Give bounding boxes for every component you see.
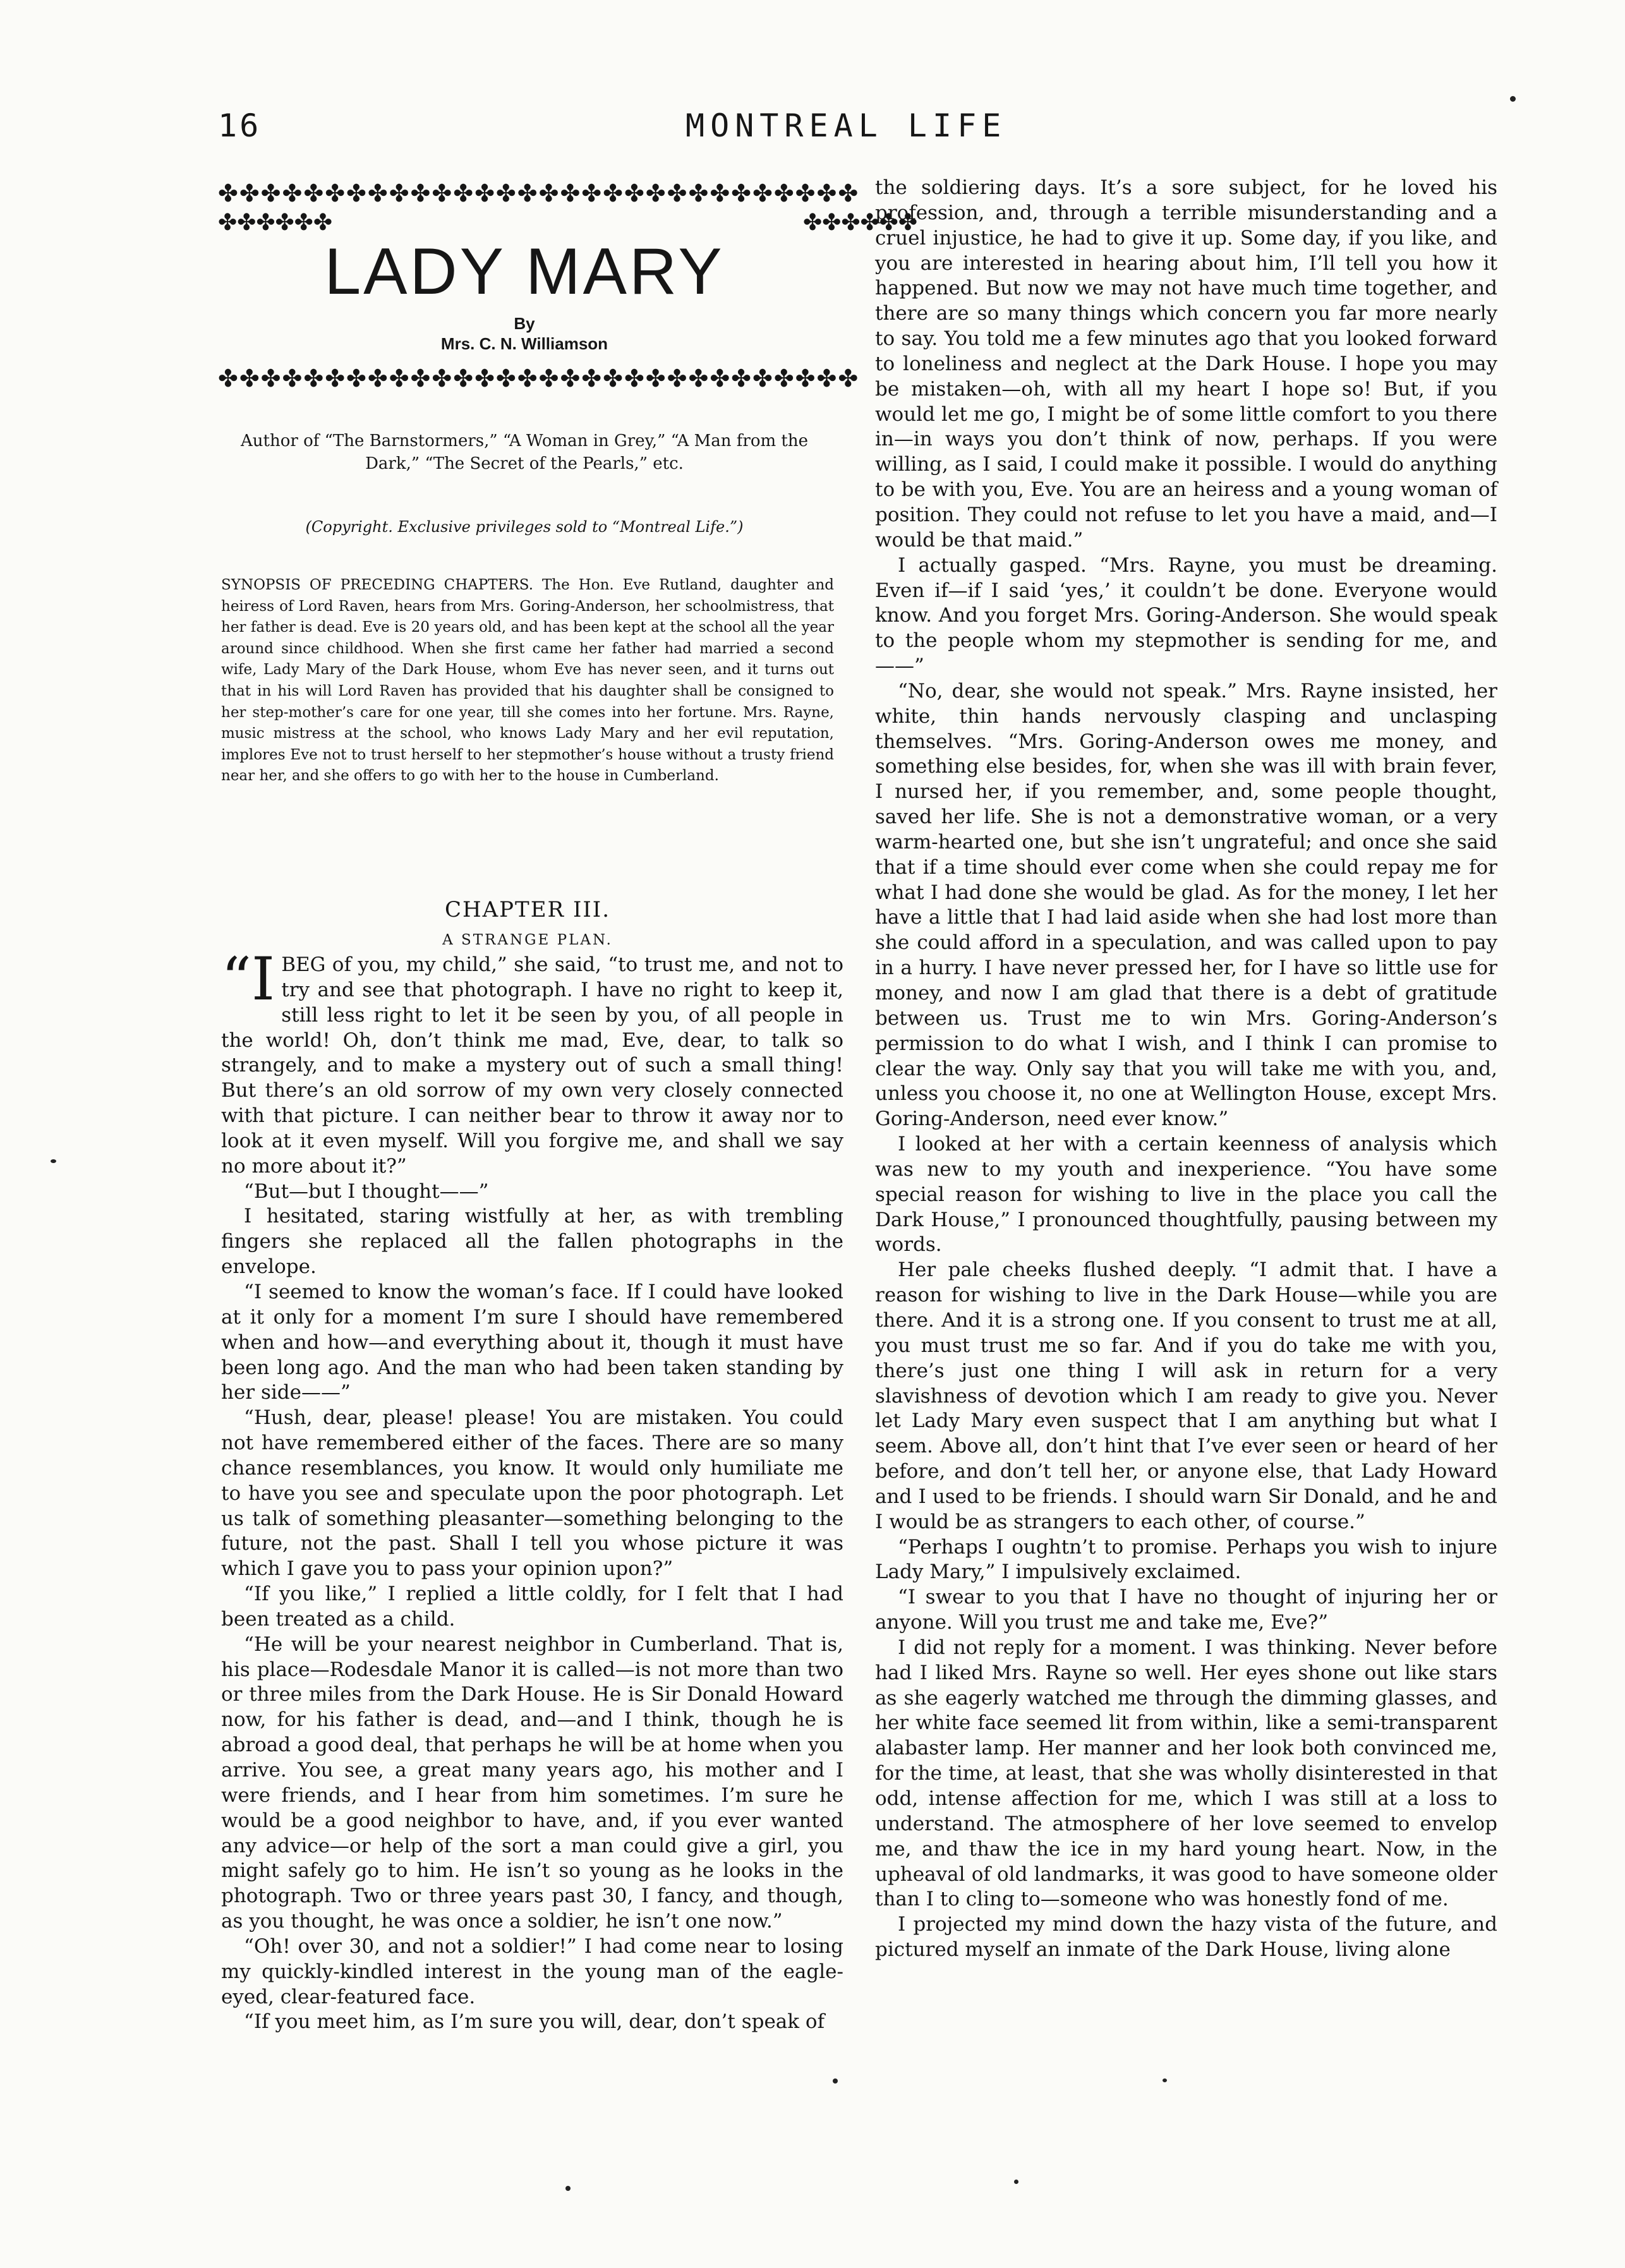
paragraph: “Oh! over 30, and not a soldier!” I had come near to losing my quickly-kindled interest in the young man of the eagle-eyed, clear-featured face. xyxy=(221,1934,843,2008)
byline-author: Mrs. C. N. Williamson xyxy=(440,334,608,353)
paragraph-text: BEG of you, my child,” she said, “to trust me, and not to try and see that photograph. I have no right to keep it, still less right to let it be seen by you, of all people in the world! Oh, don’t think me mad, Eve, dear, to talk so strangely, and to make a mystery out of such a small thing! But there’s an old sorrow of my own very closely connected with that picture. I can neither bear to throw it away nor to look at it even myself. Will you forgive me, and shall we say no more about it?” xyxy=(221,953,843,1178)
ornament-border-bottom: ✤✤✤✤✤✤✤✤✤✤✤✤✤✤✤✤✤✤✤✤✤✤✤✤✤✤✤✤✤✤ xyxy=(218,365,860,392)
paragraph: Her pale cheeks flushed deeply. “I admit that. I have a reason for wishing to live in the Dark House—while you are there. And it is a strong one. If you consent to trust me at all, you must trust me so far. And if you do take me with you, there’s just one thing I will ask in return for a very slavishness of devotion which I am ready to give you. Never let Lady Mary even suspect that I am anything but what I seem. Above all, don’t hint that I’ve ever seen or heard of her before, and don’t tell her, or anyone else, that Lady Howard and I used to be friends. I should warn Sir Donald, and he and I would be as strangers to each other, of course.” xyxy=(875,1258,1497,1533)
story-title: LADY MARY xyxy=(324,235,725,308)
scan-speck xyxy=(51,1159,56,1163)
drop-cap: “I xyxy=(221,945,275,1014)
paragraph: “He will be your nearest neighbor in Cumberland. That is, his place—Rodesdale Manor it is called—is not more than two or three miles from the Dark House. He is Sir Donald Howard now, for his father is dead, and—and I think, though he is abroad a good deal, that perhaps he will be at home when you arrive. You see, a great many years ago, his mother and I were friends, and I hear from him sometimes. I’m sure he would be a good neighbor to have, and, if you ever wanted any advice—or help of the sort a man could give a girl, you might safely go to him. He isn’t so young as he looks in the photograph. Two or three years past 30, I fancy, and though, as you thought, he was once a soldier, he isn’t one now.” xyxy=(221,1632,843,1933)
synopsis: SYNOPSIS OF PRECEDING CHAPTERS. The Hon. Eve Rutland, daughter and heiress of Lord Raven, hears from Mrs. Goring-Anderson, her schoolmistress, that her father is dead. Eve is 20 years old, and has been kept at the school all the year around since childhood. When she first came her father had married a second wife, Lady Mary of the Dark House, whom Eve has never seen, and it turns out that in his will Lord Raven has provided that his daughter shall be consigned to her step-mother’s care for one year, till she comes into her fortune. Mrs. Rayne, music mistress at the school, who knows Lady Mary and her evil reputation, implores Eve not to trust herself to her stepmother’s house without a trusty friend near her, and she offers to go with her to the house in Cumberland. xyxy=(221,577,834,785)
paragraph: “If you like,” I replied a little coldly, for I felt that I had been treated as a child. xyxy=(221,1583,843,1631)
ornament-border-right: ✤✤✤✤✤✤ xyxy=(803,210,917,236)
paragraph: “I seemed to know the woman’s face. If I could have looked at it only for a moment I’m sure I should have remembered when and how—and everything about it, though it must have been long ago. And the man who had been taken standing by her side——” xyxy=(221,1280,843,1404)
ornament-border-top: ✤✤✤✤✤✤✤✤✤✤✤✤✤✤✤✤✤✤✤✤✤✤✤✤✤✤✤✤✤✤ xyxy=(218,179,860,207)
scan-speck xyxy=(1163,2078,1167,2082)
scan-speck xyxy=(833,2078,838,2084)
page-number: 16 xyxy=(218,107,262,144)
paragraph: “I swear to you that I have no thought of injuring her or anyone. Will you trust me and take me, Eve?” xyxy=(875,1586,1497,1634)
byline-by: By xyxy=(514,314,535,333)
title-block xyxy=(218,179,917,392)
paragraph: the soldiering days. It’s a sore subject, for he loved his profession, and, through a terrible misunderstanding and a cruel injustice, he had to give it up. Some day, if you like, and you are interested in hearing about him, I’ll tell you how it happened. But now we may not have much time together, and there are so many things which concern you far more nearly to say. You told me a few minutes ago that you looked forward to loneliness and neglect at the Dark House. I hope you may be mistaken—oh, with all my heart I hope so! But, if you would let me go, I might be of some little comfort to you there in—in ways you don’t think of now, perhaps. If you were willing, as I said, I could make it possible. I would do anything to be with you, Eve. You are an heiress and a young woman of position. They could not refuse to let you have a maid, and—I would be that maid.” xyxy=(875,176,1497,552)
paragraph: I looked at her with a certain keenness of analysis which was new to my youth and inexperience. “You have some special reason for wishing to live in the place you call the Dark House,” I pronounced thoughtfully, pausing between my words. xyxy=(875,1133,1497,1257)
ornament-border-left: ✤✤✤✤✤✤ xyxy=(218,210,332,236)
scan-speck xyxy=(1014,2180,1018,2184)
paragraph: I actually gasped. “Mrs. Rayne, you must be dreaming. Even if—if I said ‘yes,’ it couldn’t be done. Everyone would know. And you forget Mrs. Goring-Anderson. She would speak to the people whom my stepmother is sending for me, and——” xyxy=(875,553,1497,678)
running-title: MONTREAL LIFE xyxy=(686,107,1007,144)
paragraph: I projected my mind down the hazy vista of the future, and pictured myself an inmate of the Dark House, living alone xyxy=(875,1913,1497,1962)
chapter-heading: CHAPTER III. xyxy=(444,897,611,922)
paragraph: “But—but I thought——” xyxy=(244,1179,489,1203)
paragraph: “Perhaps I oughtn’t to promise. Perhaps you wish to injure Lady Mary,” I impulsively exclaimed. xyxy=(875,1535,1497,1584)
paragraph: “No, dear, she would not speak.” Mrs. Rayne insisted, her white, thin hands nervously clasping and unclasping themselves. “Mrs. Goring-Anderson owes me money, and something else besides, for, when she was ill with brain fever, I nursed her, if you remember, and, some people thought, saved her life. She is not a demonstrative woman, or a very warm-hearted one, but she isn’t ungrateful; and once she said that if a time should ever come when she could repay me for what I had done she would be glad. As for the money, I let her have a little that I had laid aside when she had lost more than she could afford in a speculation, and was called upon to pay in a hurry. I have never pressed her, for I have so little use for money, and now I am glad that there is a debt of gratitude between us. Trust me to win Mrs. Goring-Anderson’s permission to do what I wish, and I think I can promise to clear the way. Only say that you will take me with you, and, unless you choose it, no one at Wellington House, except Mrs. Goring-Anderson, need ever know.” xyxy=(875,679,1497,1131)
author-note: Author of “The Barnstormers,” “A Woman in Grey,” “A Man from the Dark,” “The Secret of the Pearls,” etc. xyxy=(241,431,808,473)
paragraph xyxy=(221,945,843,1179)
chapter-subtitle: A STRANGE PLAN. xyxy=(442,932,613,948)
copyright-note: (Copyright. Exclusive privileges sold to “Montreal Life.”) xyxy=(305,518,744,536)
left-column xyxy=(221,945,843,2035)
paragraph: I did not reply for a moment. I was thinking. Never before had I liked Mrs. Rayne so well. Her eyes shone out like stars as she eagerly watched me through the dimming glasses, and her white face seemed lit from within, like a semi-transparent alabaster lamp. Her manner and her look both convinced me, for the time, at least, that she was wholly disinterested in that odd, intense affection for me, which I was still at a loss to understand. The atmosphere of her love seemed to envelop me, and thaw the ice in my hard young heart. Now, in the upheaval of old landmarks, it was good to have someone older than I to cling to—someone who was honestly fond of me. xyxy=(875,1636,1497,1911)
paragraph: “Hush, dear, please! please! You are mistaken. You could not have remembered either of the faces. There are so many chance resemblances, you know. It would only humiliate me to have you see and speculate upon the poor photograph. Let us talk of something pleasanter—something belonging to the future, not the past. Shall I tell you whose picture it was which I gave you to pass your opinion upon?” xyxy=(221,1406,843,1581)
scan-speck xyxy=(565,2186,571,2191)
scan-speck xyxy=(1510,96,1516,102)
right-column xyxy=(875,176,1497,1963)
paragraph: I hesitated, staring wistfully at her, as with trembling fingers she replaced all the fallen photographs in the envelope. xyxy=(221,1205,843,1279)
paragraph: “If you meet him, as I’m sure you will, dear, don’t speak of xyxy=(244,2010,825,2034)
